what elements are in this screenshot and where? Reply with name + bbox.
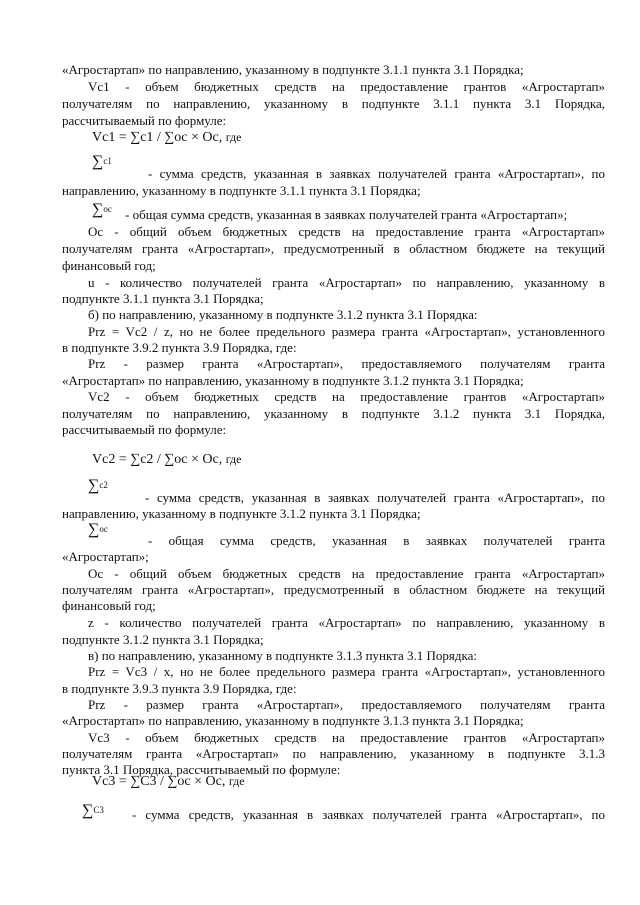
text-line: - общая сумма средств, указанная в заявках получателей гранта [148, 533, 605, 548]
text-line: рассчитываемый по формуле: [62, 113, 227, 128]
text-line: u - количество получателей гранта «Агростартап» по направлению, указанному в [88, 275, 605, 290]
text-line: подпункте 3.1.1 пункта 3.1 Порядка; [62, 291, 264, 306]
sum-symbol-c3: $\sum_{C3}$ [82, 802, 104, 819]
sum-symbol-oc: $\sum_{oc}$ [88, 521, 108, 538]
text-line: финансовый год; [62, 258, 156, 273]
text-line: z - количество получателей гранта «Агростартап» по направлению, указанному в [88, 615, 605, 630]
text-line: «Агростартап» по направлению, указанному в подпункте 3.1.1 пункта 3.1 Порядка; [62, 62, 524, 77]
text-line: Prz - размер гранта «Агростартап», предоставляемого получателям гранта [88, 356, 605, 371]
text-line: получателям по направлению, указанному в подпункте 3.1.1 пункта 3.1 Порядка, [62, 96, 605, 111]
text-line: Ос - общий объем бюджетных средств на предоставление гранта «Агростартап» [88, 566, 605, 581]
text-line: в подпункте 3.9.2 пункта 3.9 Порядка, где: [62, 340, 297, 355]
formula-vc3 [92, 772, 245, 791]
sum-symbol-c1: $\sum_{c1}$ [92, 153, 112, 170]
text-line: направлению, указанному в подпункте 3.1.2 пункта 3.1 Порядка; [62, 506, 421, 521]
text-line: «Агростартап» по направлению, указанному в подпункте 3.1.2 пункта 3.1 Порядка; [62, 373, 524, 388]
text-line: Prz - размер гранта «Агростартап», предоставляемого получателям гранта [88, 697, 605, 712]
text-line: Prz = Vc3 / x, но не более предельного размера гранта «Агростартап», установленного [88, 664, 605, 679]
text-line: Vc3 - объем бюджетных средств на предоставление грантов «Агростартап» [88, 730, 605, 745]
sum-symbol-c2: $\sum_{c2}$ [88, 477, 108, 494]
text-line: получателям гранта «Агростартап», предусмотренный в областном бюджете на текущий [62, 241, 605, 256]
formula-text: Vc2 = ∑c2 / ∑oc × Oc, [92, 452, 223, 467]
formula-vc1 [92, 128, 241, 147]
text-line: б) по направлению, указанному в подпункте 3.1.2 пункта 3.1 Порядка: [88, 307, 478, 322]
formula-text: Vc1 = ∑c1 / ∑oc × Oc, [92, 130, 223, 145]
text-line: получателям по направлению, указанному в подпункте 3.1.2 пункта 3.1 Порядка, [62, 406, 605, 421]
text-line: в подпункте 3.9.3 пункта 3.9 Порядка, где: [62, 681, 297, 696]
text-line: «Агростартап»; [62, 549, 149, 564]
text-line: рассчитываемый по формуле: [62, 422, 227, 437]
text-line: Vc2 - объем бюджетных средств на предоставление грантов «Агростартап» [88, 389, 605, 404]
sum-symbol-oc: $\sum_{oc}$ [92, 201, 112, 218]
text-line: Vc1 - объем бюджетных средств на предоставление грантов «Агростартап» [88, 79, 605, 94]
text-line: финансовый год; [62, 598, 156, 613]
text-line: пункта 3.1 Порядка, рассчитываемый по формуле: [62, 762, 341, 777]
text-line: Ос - общий объем бюджетных средств на предоставление гранта «Агростартап» [88, 224, 605, 239]
formula-where: где [228, 774, 245, 788]
text-line: направлению, указанному в подпункте 3.1.1 пункта 3.1 Порядка; [62, 183, 421, 198]
text-line: - сумма средств, указанная в заявках получателей гранта «Агростартап», по [132, 807, 605, 822]
text-line: «Агростартап» по направлению, указанному в подпункте 3.1.3 пункта 3.1 Порядка; [62, 713, 524, 728]
text-line: получателям гранта «Агростартап» по направлению, указанному в подпункте 3.1.3 [62, 746, 605, 761]
text-line: - общая сумма средств, указанная в заявках получателей гранта «Агростартап»; [125, 207, 568, 222]
text-line: подпункте 3.1.2 пункта 3.1 Порядка; [62, 632, 264, 647]
text-line: в) по направлению, указанному в подпункте 3.1.3 пункта 3.1 Порядка: [88, 648, 477, 663]
formula-text: Vc3 = ∑C3 / ∑oc × Oc, [92, 774, 226, 789]
text-line: Prz = Vc2 / z, но не более предельного размера гранта «Агростартап», установленного [88, 324, 605, 339]
text-line: получателям гранта «Агростартап», предусмотренный в областном бюджете на текущий [62, 582, 605, 597]
formula-where: где [225, 452, 242, 466]
formula-vc2 [92, 450, 241, 469]
text-line: - сумма средств, указанная в заявках получателей гранта «Агростартап», по [145, 490, 605, 505]
text-line: - сумма средств, указанная в заявках получателей гранта «Агростартап», по [148, 166, 605, 181]
formula-where: где [225, 130, 242, 144]
